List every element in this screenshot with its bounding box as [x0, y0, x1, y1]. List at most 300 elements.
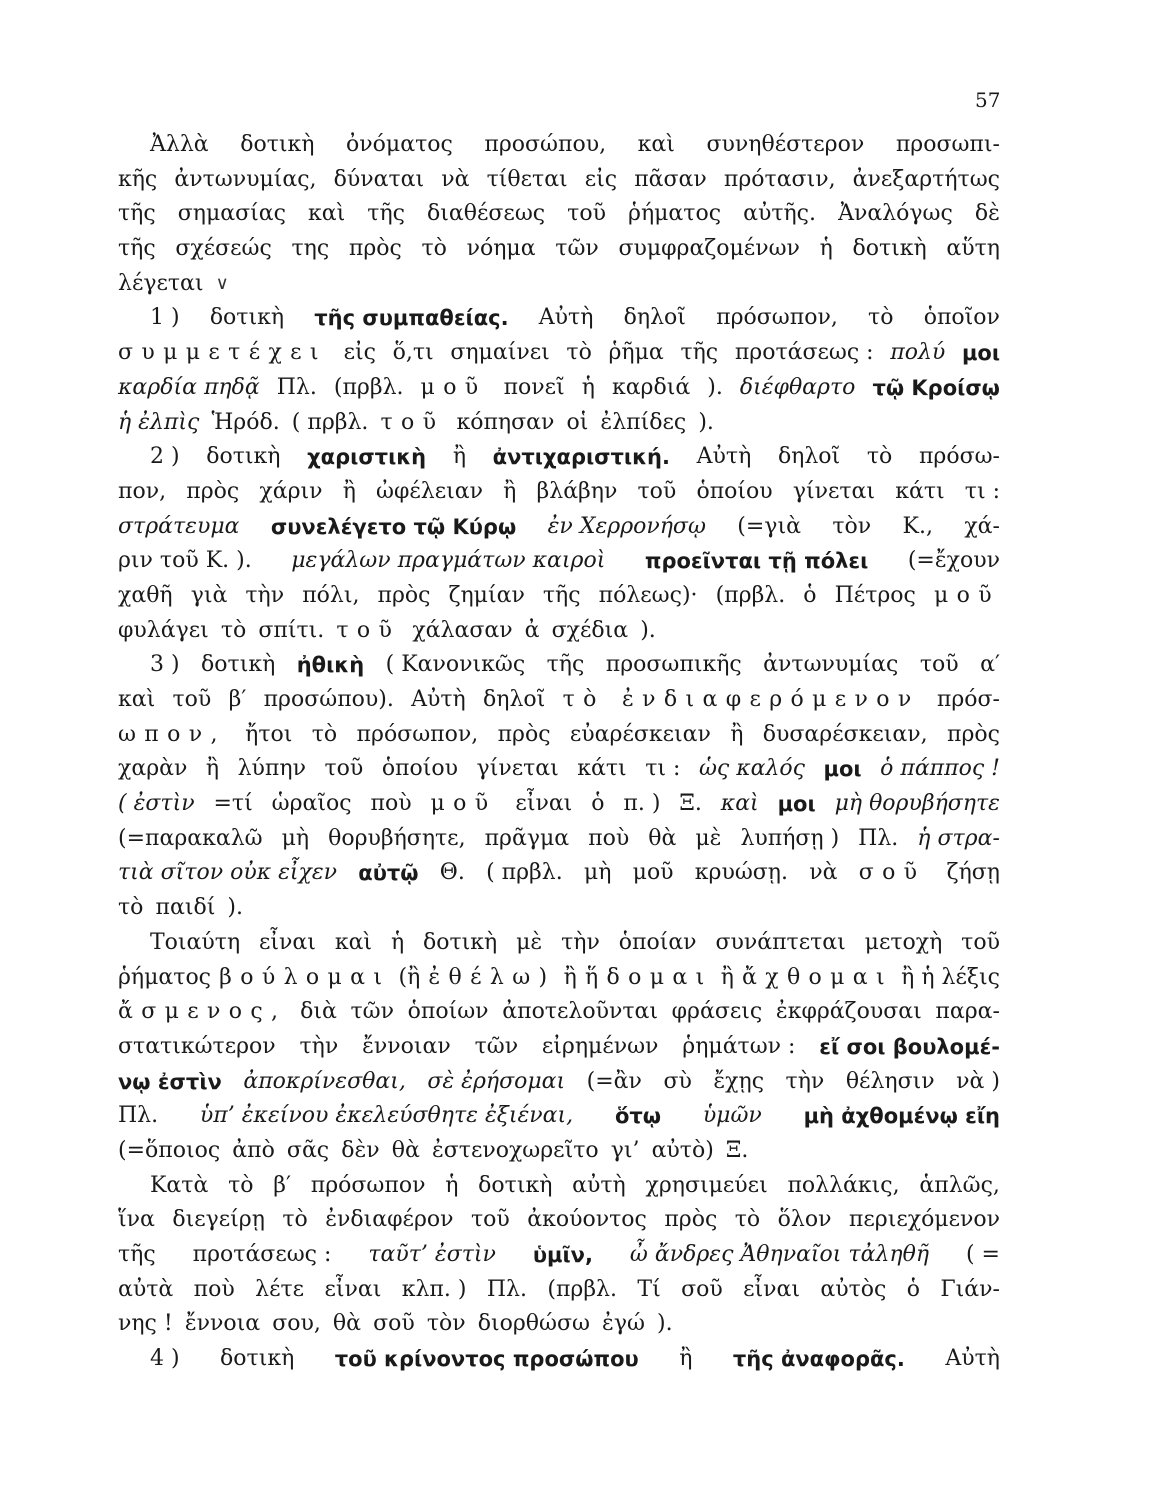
text-run: τὸ	[866, 444, 893, 470]
text-run: φυλάγει	[118, 617, 209, 643]
text-run: παρα-	[935, 999, 1000, 1025]
text-run: ἐνδιαφέρον	[325, 1207, 454, 1233]
text-line	[118, 475, 1000, 510]
text-run: θὰ	[648, 825, 677, 851]
text-run: χαθῆ	[118, 582, 173, 608]
text-run: τὸ	[228, 1172, 254, 1198]
text-run: ἀνεξαρτήτως	[852, 166, 1000, 192]
text-run: καὶ	[637, 132, 675, 157]
text-run: αὐτὸ)	[651, 1137, 714, 1163]
text-line	[118, 752, 1000, 787]
text-run: ἐθέλω)	[428, 964, 556, 990]
text-run: (ἢ	[398, 964, 421, 990]
text-run: μὴ θορυβήσητε	[834, 791, 1000, 817]
text-line	[118, 406, 1000, 441]
text-run: ).	[640, 617, 656, 643]
text-run: καὶ	[118, 687, 156, 712]
text-run: δοτικὴ	[209, 305, 285, 331]
text-run: τοῦ	[380, 409, 445, 435]
text-run: =τί	[213, 791, 253, 817]
text-run: τὸν	[426, 1311, 466, 1337]
text-run: τίθεται	[486, 166, 568, 192]
text-run: σημαίνει	[450, 340, 550, 366]
text-run: νόημα	[466, 236, 536, 262]
text-run: ἡ ἐλπὶς	[118, 409, 200, 435]
text-run: τῆς	[118, 236, 156, 262]
text-run: περιεχόμενον	[848, 1207, 1000, 1233]
text-line	[118, 301, 1000, 336]
text-run: νης !	[118, 1311, 173, 1337]
text-run: αὐτὸς	[820, 1276, 887, 1302]
text-run: ἀ	[524, 617, 540, 643]
text-run: πον,	[118, 478, 167, 504]
text-run: καὶ	[308, 201, 346, 227]
text-run: στράτευμα	[118, 513, 240, 539]
text-run: σπίτι.	[258, 617, 325, 643]
text-run: Πλ.	[118, 1103, 159, 1129]
text-run: λέτε	[255, 1276, 305, 1302]
text-run: ἐνδιαφερόμενον	[621, 687, 920, 712]
text-run: αὐτὰ	[118, 1276, 174, 1302]
text-run: ἄχθομαι	[742, 964, 894, 990]
text-run: δοτικὴ	[852, 236, 927, 262]
text-run: α′	[980, 652, 1000, 678]
text-run: κλπ. )	[401, 1276, 467, 1302]
text-run: θέλησιν	[845, 1068, 935, 1094]
text-line	[118, 822, 1000, 857]
text-run: ὁποίου	[696, 478, 773, 504]
text-run: καὶ	[720, 791, 759, 817]
text-run: αὕτη	[946, 236, 1000, 262]
text-run: πρὸς	[186, 478, 240, 504]
text-run: εἰς	[343, 340, 376, 366]
text-run: Πλ.	[486, 1276, 527, 1302]
text-run: διεγείρῃ	[172, 1207, 265, 1233]
text-run: σοῦ	[681, 1276, 723, 1302]
text-run: 4 )	[150, 1346, 180, 1372]
text-run: ὑμῶν	[702, 1103, 762, 1129]
text-run: εἰς	[584, 166, 618, 192]
text-run: καρδία πηδᾷ	[118, 374, 260, 400]
text-line	[118, 614, 1000, 649]
text-run: ἐστενοχωρεῖτο	[431, 1137, 599, 1163]
text-run: δοτικὴ	[478, 1172, 553, 1198]
text-run: ἀκούοντος	[527, 1207, 647, 1233]
text-run: εἶναι	[324, 1276, 382, 1302]
text-line	[118, 961, 1000, 996]
text-run: μοι	[823, 757, 862, 782]
text-run: ἀποτελοῦνται	[502, 999, 658, 1025]
text-run: (=ἔχουν	[907, 548, 1000, 574]
text-run: γίνεται	[792, 478, 876, 504]
text-run: διέφθαρτο	[739, 374, 856, 400]
text-line	[118, 683, 1000, 718]
text-run: ποὺ	[588, 825, 630, 851]
text-run: πόλι,	[302, 582, 360, 608]
text-run: (=ἂν	[586, 1068, 642, 1094]
text-run: Ἀλλὰ	[150, 132, 209, 157]
text-run: τῶν	[350, 999, 394, 1025]
text-run: ῥήματος	[118, 964, 212, 990]
text-run: πρὸς	[664, 1207, 718, 1233]
text-run: χρησιμεύει	[645, 1172, 768, 1198]
text-run: ὅλον	[777, 1207, 832, 1233]
text-line	[118, 1238, 1000, 1273]
text-run: θορυβήσητε,	[328, 825, 466, 851]
text-run: προτάσεως :	[734, 340, 874, 366]
text-run: ὁ πάππος !	[880, 756, 1000, 782]
text-run: τὸ	[868, 305, 894, 331]
text-run: ἢ	[679, 1346, 693, 1372]
text-run: πρὸς	[497, 721, 551, 747]
text-line	[118, 1342, 1000, 1377]
text-run: ὡραῖος	[271, 791, 352, 817]
text-run: εἶναι	[515, 791, 573, 817]
text-run: μὲ	[516, 929, 543, 955]
text-run: Τί	[637, 1276, 661, 1302]
text-run: ἤτοι	[245, 721, 293, 747]
text-run: εὐαρέσκειαν	[569, 721, 711, 747]
text-line	[118, 787, 1000, 822]
text-run: ὁποίων	[407, 999, 489, 1025]
text-run: ὁ	[906, 1276, 921, 1302]
text-run: ἀπὸ	[232, 1137, 275, 1163]
text-run: χάριν	[259, 478, 323, 504]
text-run: λύπην	[237, 756, 306, 782]
text-run: ὁποίαν	[618, 929, 697, 955]
text-run: προσώπου).	[263, 687, 394, 712]
text-run: τὸ	[220, 617, 247, 643]
text-run: τιὰ σῖτον οὐκ εἶχεν	[118, 860, 338, 886]
text-run: (πρβλ.	[547, 1276, 617, 1302]
text-run: εἴ σοι βουλομέ-	[819, 1034, 1000, 1059]
text-run: ἡ	[390, 929, 405, 955]
text-run: ἢ	[730, 721, 744, 747]
text-run: τὸ	[562, 687, 605, 712]
text-run: τι :	[964, 478, 1000, 504]
text-run: εἰρημένων	[541, 1033, 659, 1059]
text-run: πόλεως)·	[598, 582, 698, 608]
text-run: τῶν	[474, 1033, 519, 1059]
text-run: τῆς	[680, 340, 719, 366]
text-run: πρὸς	[377, 582, 431, 608]
text-run: ἵνα	[118, 1207, 155, 1233]
text-run: μοῦ	[632, 860, 674, 886]
text-run: δοτικὴ	[206, 444, 281, 470]
text-run: συνάπτεται	[715, 929, 846, 955]
text-run: κῆς	[118, 166, 158, 192]
text-run: τὸν	[832, 513, 872, 539]
text-run: χαρὰν	[118, 756, 188, 782]
text-run: κόπησαν	[456, 409, 555, 435]
text-line	[118, 336, 1000, 371]
text-run: μοῦ	[430, 791, 497, 817]
text-run: ὠφέλειαν	[376, 478, 483, 504]
text-run: κάτι	[577, 756, 627, 782]
text-run: ὁποῖον	[923, 305, 1000, 331]
text-run: ωπον,	[118, 721, 226, 747]
text-run: ὁποίου	[381, 756, 459, 782]
text-line	[118, 1169, 1000, 1204]
text-run: ( πρβλ.	[291, 409, 369, 435]
text-run: ῥημάτων :	[682, 1033, 796, 1059]
text-run: αὐτῆς.	[743, 201, 816, 227]
text-run: θὰ	[332, 1311, 362, 1337]
text-run: ὁ	[803, 582, 817, 608]
text-run: νῳ ἐστὶν	[118, 1069, 222, 1094]
text-run: μεγάλων πραγμάτων καιροὶ	[291, 548, 606, 574]
text-run: (=παρακαλῶ	[118, 825, 263, 851]
text-run: ).	[707, 374, 723, 400]
text-run: ἡ	[581, 374, 595, 400]
text-run: ῥῆμα	[608, 340, 664, 366]
text-run: ἐν Χερρονήσῳ	[547, 513, 706, 539]
text-run: διὰ	[300, 999, 337, 1025]
text-run: σχέσεώς	[175, 236, 272, 262]
text-run: ῥήματος	[628, 201, 722, 227]
text-run: ὅτῳ	[614, 1104, 662, 1129]
text-run: αὐτῷ	[358, 861, 419, 886]
text-run: τοῦ	[637, 478, 677, 504]
text-run: προσώπου,	[484, 132, 607, 157]
text-run: 1 )	[150, 305, 180, 331]
text-run: καρδιά	[611, 374, 691, 400]
text-run: δοτικὴ	[201, 652, 276, 678]
text-run: παιδί	[155, 895, 216, 921]
text-run: τοῦ	[961, 929, 1000, 955]
text-run: ( πρβλ.	[486, 860, 563, 886]
text-line	[118, 1203, 1000, 1238]
text-run: δύναται	[333, 166, 425, 192]
text-run: ἢ	[205, 756, 220, 782]
text-run: ( =	[965, 1242, 1000, 1267]
text-run: πρόσω-	[918, 444, 1000, 470]
text-run: πονεῖ	[503, 374, 565, 400]
text-run: προτάσεως :	[192, 1242, 332, 1267]
text-run: τῆς	[542, 582, 581, 608]
text-run: ἔννοια	[184, 1311, 261, 1337]
text-run: βούλομαι	[219, 964, 391, 990]
text-run: μετοχὴ	[864, 929, 943, 955]
text-run: δοτικὴ	[220, 1346, 295, 1372]
text-run: Πέτρος	[834, 582, 916, 608]
text-run: εἶναι	[743, 1276, 801, 1302]
text-line	[118, 891, 1000, 926]
text-run: βλάβην	[536, 478, 618, 504]
text-run: λέγεται	[118, 270, 204, 296]
text-run: τὴν	[561, 929, 600, 955]
text-run: ζημίαν	[448, 582, 525, 608]
text-run: πρόσωπον,	[356, 721, 479, 747]
text-run: σὺ	[663, 1068, 692, 1094]
text-run: δὲν	[341, 1137, 380, 1163]
text-line	[118, 197, 1000, 232]
text-run: ( Κανονικῶς	[385, 652, 526, 678]
text-run: σημασίας	[177, 201, 286, 227]
text-run: τοῦ	[567, 201, 606, 227]
text-run: 2 )	[150, 444, 180, 470]
text-run: τὸ	[421, 236, 447, 262]
text-run: οἱ	[566, 409, 589, 435]
text-line	[118, 1099, 1000, 1134]
text-line	[118, 995, 1000, 1030]
text-run: Τοιαύτη	[150, 929, 241, 955]
text-run: ταῦτ’ ἐστὶν	[368, 1242, 496, 1267]
text-run: ἐλπίδες	[600, 409, 687, 435]
text-run: τὸ	[282, 1207, 308, 1233]
text-run: τῆς συμπαθείας.	[314, 306, 509, 331]
text-run: β′	[228, 687, 247, 712]
text-line	[118, 1030, 1000, 1065]
text-run: (πρβλ.	[333, 374, 404, 400]
text-run: τοῦ	[336, 617, 401, 643]
text-run: τοῦ	[470, 1207, 510, 1233]
text-run: τοῦ	[172, 687, 212, 712]
text-run: συνηθέστερον	[706, 132, 865, 157]
text-run: ἀποκρίνεσθαι,	[243, 1068, 406, 1094]
text-run: (=γιὰ	[737, 513, 801, 539]
text-line	[118, 1273, 1000, 1308]
text-run: ἢ	[342, 478, 356, 504]
text-run: στατικώτερον	[118, 1033, 276, 1059]
text-run: ἄσμενος,	[118, 999, 287, 1025]
text-line	[118, 1065, 1000, 1100]
text-run: ἔχῃς	[713, 1068, 765, 1094]
text-run: διορθώσω	[477, 1311, 590, 1337]
text-run: τὸ	[566, 340, 592, 366]
text-run: τοῦ	[324, 756, 364, 782]
text-run: μοῦ	[420, 374, 487, 400]
text-run: Πλ.	[276, 374, 317, 400]
text-line	[118, 371, 1000, 406]
text-line	[118, 718, 1000, 753]
text-run: μὴ	[281, 825, 310, 851]
text-run: γι’	[610, 1137, 640, 1163]
text-run: ζήσῃ	[946, 860, 1000, 886]
text-line	[118, 510, 1000, 545]
text-run: καὶ	[334, 929, 373, 955]
text-run: πρὸς	[947, 721, 1000, 747]
text-line	[118, 232, 1000, 267]
text-run: χά-	[964, 513, 1000, 539]
text-run: τῷ Κροίσῳ	[872, 375, 1000, 400]
text-run: Κ.,	[902, 513, 933, 539]
text-line	[118, 267, 1000, 302]
text-run: Αὐτὴ	[696, 444, 752, 470]
text-run: ριν τοῦ Κ. ).	[118, 548, 252, 574]
text-run: πᾶσαν	[634, 166, 707, 192]
text-run: τὸ	[311, 721, 338, 747]
text-run: τῆς	[118, 201, 156, 227]
text-run: ἢ	[503, 478, 517, 504]
text-run: λυπήσῃ )	[740, 825, 840, 851]
text-run: κάτι	[895, 478, 945, 504]
text-run: ἢ	[452, 444, 466, 470]
text-run: προεῖνται τῇ πόλει	[644, 549, 869, 574]
text-run: χάλασαν	[412, 617, 513, 643]
text-run: πολύ	[890, 340, 946, 366]
text-line	[118, 1307, 1000, 1342]
text-run: πρὸς	[348, 236, 402, 262]
text-run: β′	[273, 1172, 291, 1198]
text-run: ὅ,τι	[392, 340, 434, 366]
text-line	[118, 856, 1000, 891]
text-run: ἢ	[720, 964, 734, 990]
text-run: θὰ	[391, 1137, 420, 1163]
text-run: ἡ στρα-	[917, 825, 1000, 851]
text-run: προσωπι-	[895, 132, 1000, 157]
text-run: Αὐτὴ	[411, 687, 466, 712]
text-run: διαθέσεως	[427, 201, 546, 227]
text-run: Γιάν-	[940, 1276, 1000, 1302]
text-run: ).	[227, 895, 243, 921]
text-run: ποὺ	[370, 791, 412, 817]
text-run: Ξ.	[725, 1137, 749, 1163]
text-line	[118, 648, 1000, 683]
text-run: κρυώσῃ.	[694, 860, 788, 886]
body-text	[118, 128, 1000, 1377]
text-run: της	[291, 236, 330, 262]
text-run: τὸ	[734, 1207, 761, 1233]
text-run: σχέδια	[551, 617, 629, 643]
text-run: ∨	[215, 272, 229, 294]
text-run: τῆς	[546, 652, 585, 678]
text-run: σᾶς	[286, 1137, 330, 1163]
text-run: τοῦ κρίνοντος προσώπου	[334, 1347, 639, 1372]
text-run: χαριστικὴ	[307, 445, 427, 470]
text-run: συμμετέχει	[118, 340, 327, 366]
text-run: πρᾶγμα	[484, 825, 570, 851]
text-run: τι :	[645, 756, 681, 782]
text-line	[118, 163, 1000, 198]
text-run: νὰ	[441, 166, 470, 192]
text-run: τῆς	[367, 201, 405, 227]
text-run: πολλάκις,	[787, 1172, 900, 1198]
text-run: Αὐτὴ	[945, 1346, 1000, 1372]
text-run: Ἀναλόγως	[838, 201, 953, 227]
text-run: ).	[657, 1311, 673, 1337]
text-run: δηλοῖ	[483, 687, 546, 712]
text-run: ὀνόματος	[346, 132, 453, 157]
text-run: μοῦ	[933, 582, 1000, 608]
text-run: συνελέγετο τῷ Κύρῳ	[270, 514, 517, 539]
text-run: ἠθικὴ	[296, 653, 365, 678]
text-run: ὦ ἄνδρες Ἀθηναῖοι τἀληθῆ	[629, 1242, 929, 1267]
text-run: ὑπ’ ἐκείνου ἐκελεύσθητε ἐξιέναι,	[199, 1103, 574, 1129]
text-run: ).	[698, 409, 714, 435]
text-run: μοι	[777, 792, 816, 817]
text-run: τῶν	[555, 236, 599, 262]
text-run: δὲ	[974, 201, 1000, 227]
text-run: ἀντωνυμίας	[763, 652, 899, 678]
text-run: γίνεται	[476, 756, 559, 782]
text-run: φράσεις	[671, 999, 763, 1025]
page-number: 57	[975, 88, 1001, 112]
text-run: τὸ	[118, 895, 144, 921]
text-run: Πλ.	[858, 825, 899, 851]
text-run: μὴ ἀχθομένῳ εἴη	[803, 1104, 1000, 1129]
text-run: πρόσ-	[936, 687, 1000, 712]
text-run: αὐτὴ	[572, 1172, 626, 1198]
text-run: ἀντωνυμίας,	[174, 166, 317, 192]
text-run: τὴν	[785, 1068, 825, 1094]
text-run: νὰ	[809, 860, 838, 886]
text-run: μοι	[961, 341, 1000, 366]
text-run: ὡς καλός	[698, 756, 805, 782]
text-run: ἡ	[445, 1172, 459, 1198]
text-run: ποὺ	[193, 1276, 235, 1302]
text-run: δηλοῖ	[623, 305, 686, 331]
